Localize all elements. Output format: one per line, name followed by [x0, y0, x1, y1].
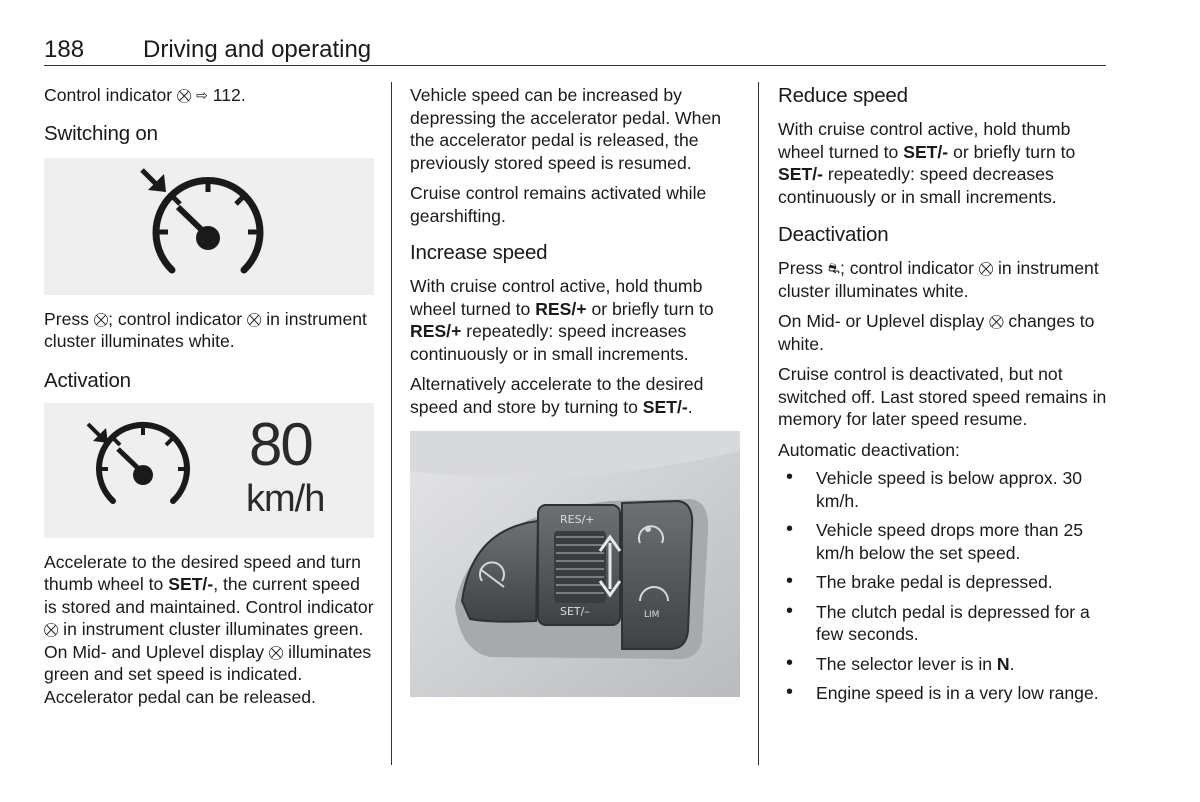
list-item: • The clutch pedal is depressed for a few seconds. — [778, 601, 1110, 646]
heading-deactivation: Deactivation — [778, 223, 889, 246]
display-paragraph: On Mid- or Uplevel display ⛒ changes to white. — [778, 311, 1095, 354]
set-label: SET/– — [560, 605, 590, 618]
cruise-control-icon: ⛒ — [268, 643, 284, 660]
cruise-cancel-icon: ⛐ — [827, 260, 840, 276]
activation-paragraph: Accelerate to the desired speed and turn thumb wheel to SET/-, the current speed is stored and maintained. Control indicator ⛒ in instrument cluster illuminates green. On Mid- and Uplevel display ⛒ illuminates green and set speed is indicated. Accelerator pedal can be released. — [44, 551, 374, 707]
gearshift-paragraph: Cruise control remains activated while gearshifting. — [410, 183, 707, 226]
accelerator-paragraph: Vehicle speed can be increased by depressing the accelerator pedal. When the accelerator pedal is released, the previously stored speed is resumed. — [410, 85, 722, 173]
display-speed-value: 80 — [249, 410, 312, 478]
column-2 — [410, 84, 742, 697]
list-item: • Vehicle speed drops more than 25 km/h below the set speed. — [778, 519, 1110, 564]
list-item: • The brake pedal is depressed. — [778, 571, 1110, 594]
column-divider-1 — [391, 82, 392, 765]
list-item: • Engine speed is in a very low range. — [778, 682, 1110, 705]
steering-wheel-controls-photo — [410, 431, 740, 697]
reduce-paragraph: With cruise control active, hold thumb wheel turned to SET/- or briefly turn to SET/- repeatedly: speed decreases continuously or in small increments. — [778, 119, 1076, 207]
figure-activation-display — [44, 403, 374, 538]
cruise-control-icon: ⛒ — [44, 621, 59, 637]
page-number: 188 — [44, 36, 85, 63]
automatic-deactivation-label: Automatic deactivation: — [778, 439, 960, 460]
header-divider — [44, 65, 1106, 66]
column-3 — [778, 84, 1110, 705]
figure-cruise-button — [44, 158, 374, 295]
increase-paragraph: With cruise control active, hold thumb wheel turned to RES/+ or briefly turn to RES/+ repeatedly: speed increases continuously or in small increments. — [410, 276, 714, 364]
speedometer-small-icon — [44, 403, 374, 538]
cruise-control-icon: ⛒ — [989, 313, 1004, 329]
cruise-control-icon: ⛒ — [247, 310, 262, 327]
section-title: Driving and operating — [143, 36, 372, 63]
cruise-control-icon: ⛒ — [177, 87, 192, 103]
display-speed-unit: km/h — [246, 477, 325, 520]
deactivated-paragraph: Cruise control is deactivated, but not switched off. Last stored speed remains in memory for later speed resume. — [778, 364, 1107, 429]
cruise-control-icon: ⛒ — [978, 260, 994, 276]
speedometer-icon — [44, 158, 374, 295]
res-label: RES/+ — [560, 513, 595, 526]
steering-wheel-controls-illustration — [410, 431, 740, 697]
deactivation-paragraph: Press ⛐; control indicator ⛒ in instrument cluster illuminates white. — [778, 258, 1099, 301]
column-1 — [44, 84, 374, 708]
store-speed-paragraph: Alternatively accelerate to the desired speed and store by turning to SET/-. — [410, 374, 704, 417]
heading-reduce-speed: Reduce speed — [778, 84, 908, 107]
deactivation-conditions-list — [778, 467, 1110, 705]
heading-switching-on: Switching on — [44, 121, 158, 145]
arrow-icon: ⇨ — [196, 87, 208, 103]
list-item: • The selector lever is in N. — [778, 653, 1110, 676]
list-item: • Vehicle speed is below approx. 30 km/h. — [778, 467, 1110, 512]
switching-on-paragraph: Press ⛒; control indicator ⛒ in instrument cluster illuminates white. — [44, 308, 367, 351]
lim-label: LIM — [644, 610, 660, 620]
column-divider-2 — [758, 82, 759, 765]
cruise-control-icon: ⛒ — [93, 310, 109, 327]
heading-activation: Activation — [44, 368, 131, 392]
heading-increase-speed: Increase speed — [410, 241, 548, 264]
intro-paragraph: Control indicator ⛒ ⇨ 112. — [44, 85, 246, 105]
